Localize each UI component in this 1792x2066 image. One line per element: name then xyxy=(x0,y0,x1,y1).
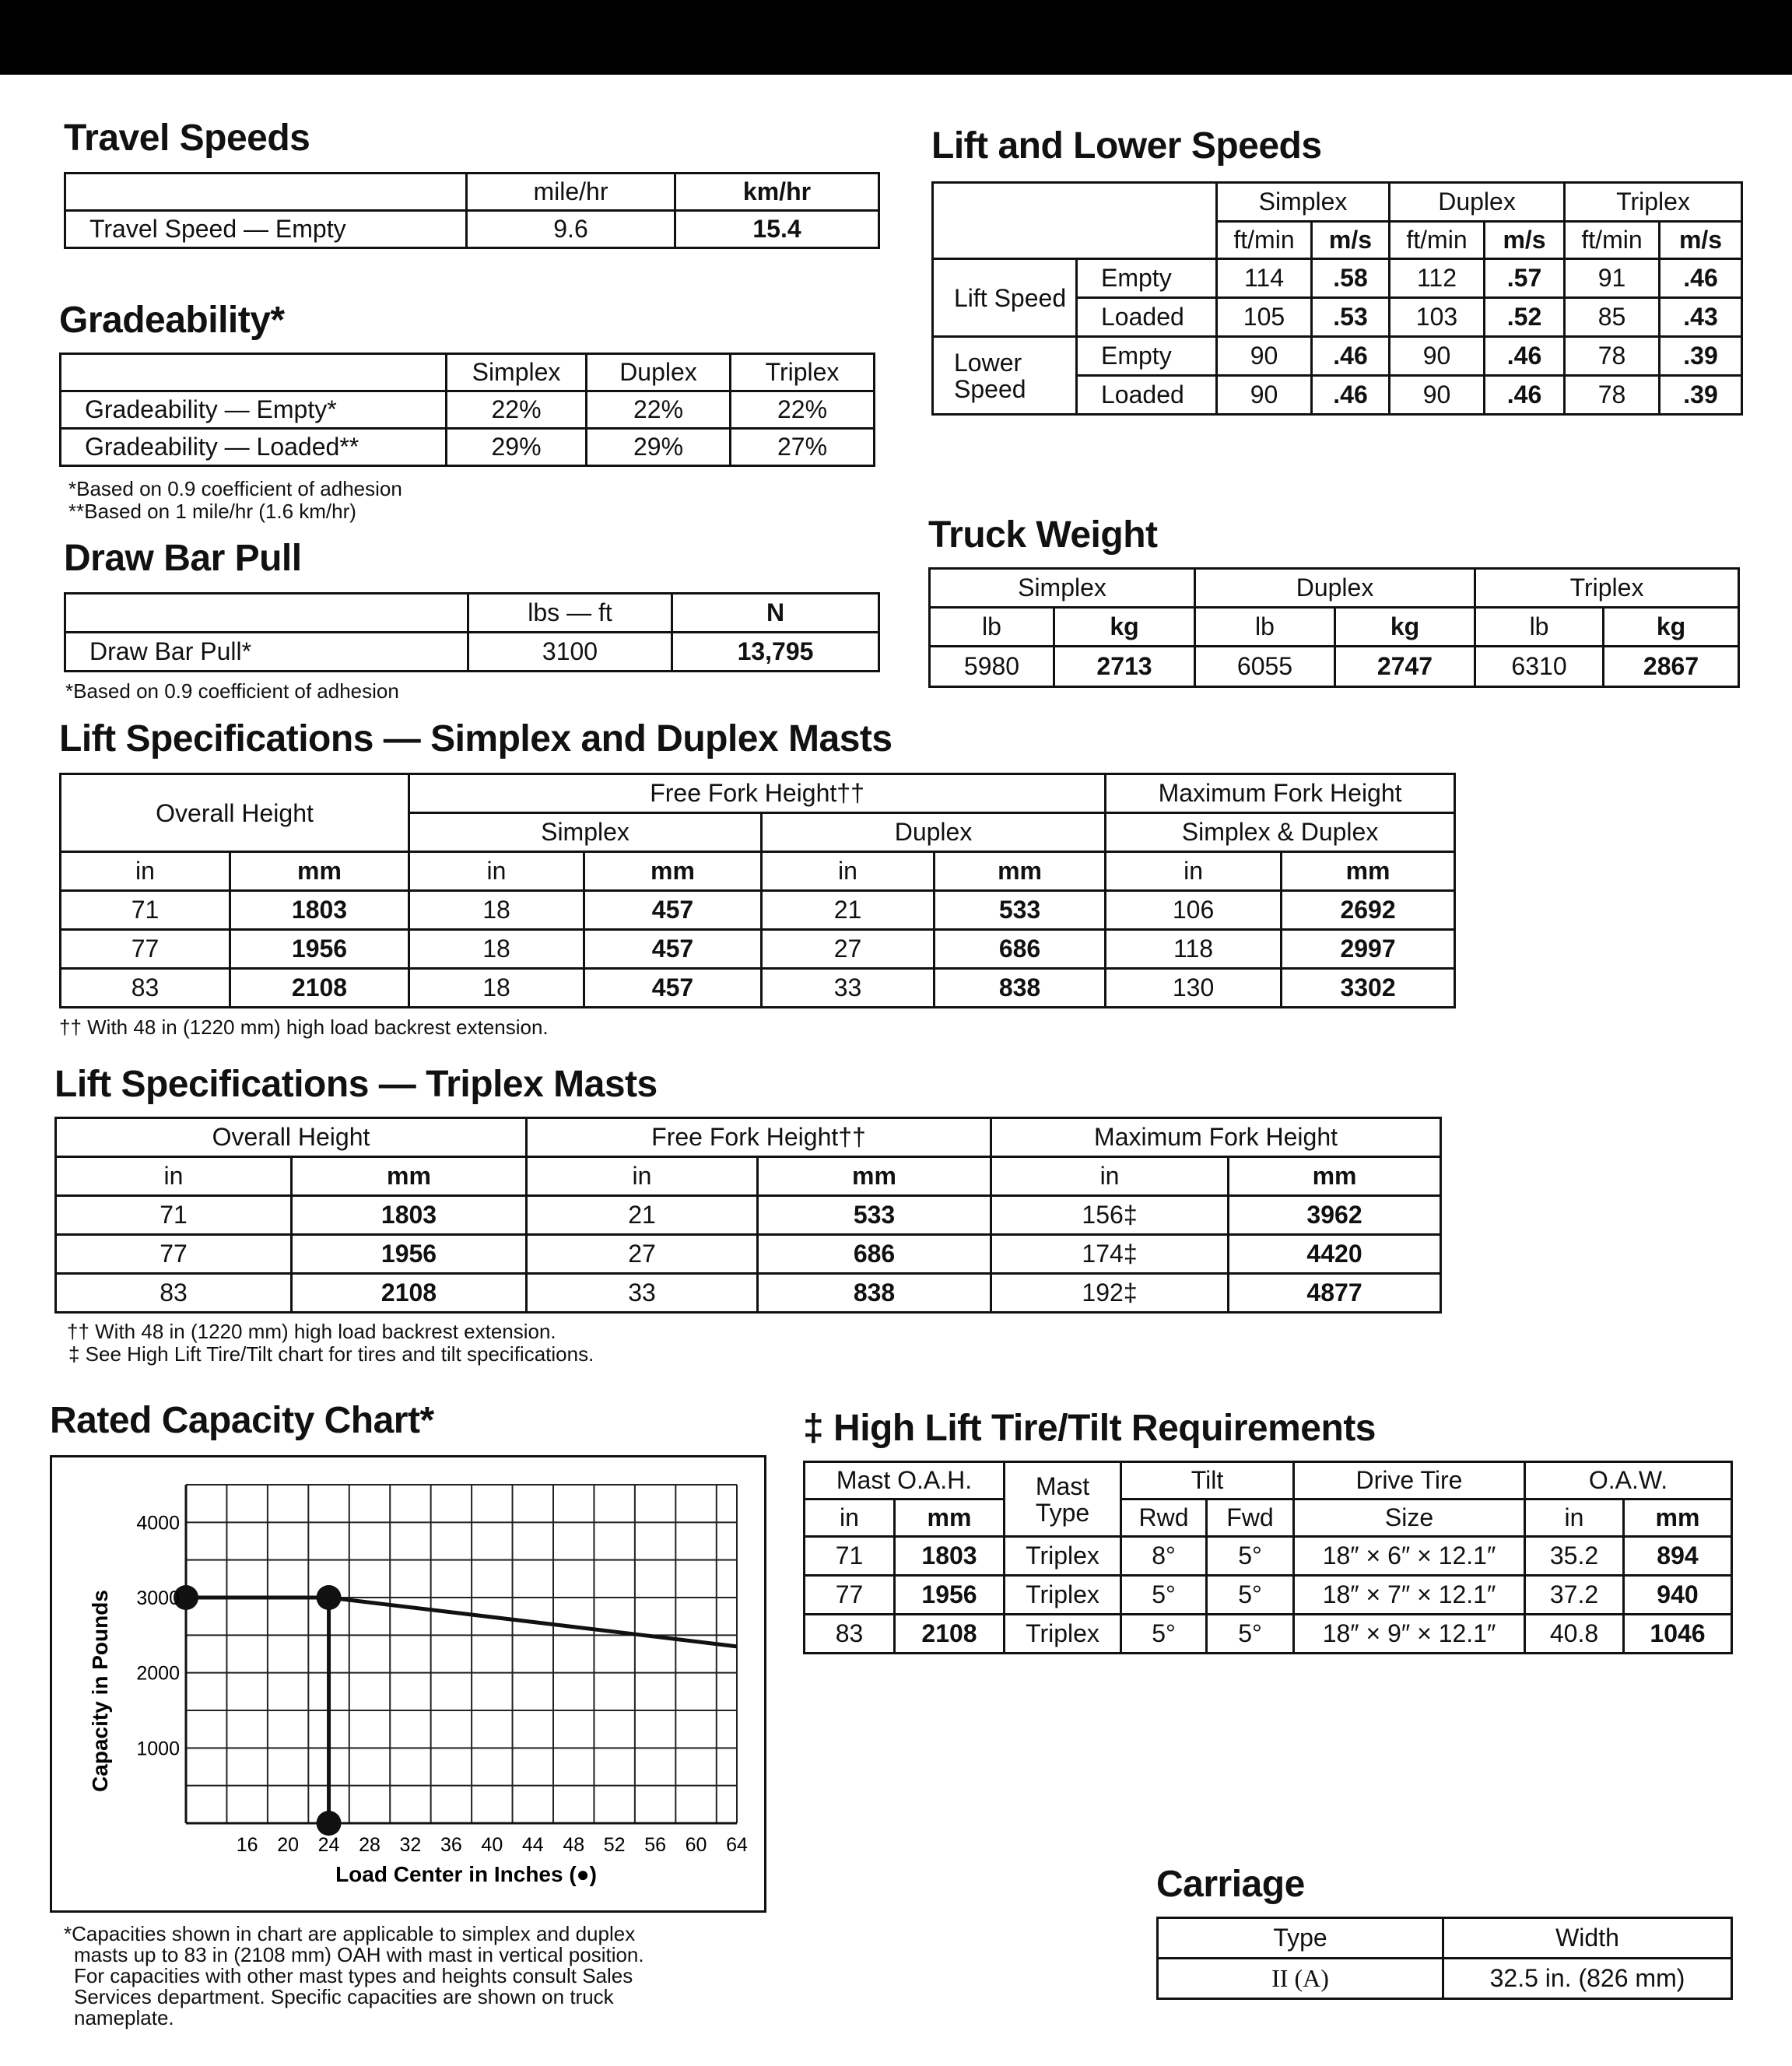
table-cell: 18 xyxy=(409,969,584,1008)
table-row xyxy=(56,1196,1441,1235)
header-oaw: O.A.W. xyxy=(1525,1462,1732,1500)
header-mast-oah: Mast O.A.H. xyxy=(805,1462,1005,1500)
table-cell: Triplex xyxy=(1005,1576,1121,1615)
x-tick-label: 40 xyxy=(481,1834,503,1856)
table-cell: 83 xyxy=(56,1274,292,1313)
table-cell: 174‡ xyxy=(991,1235,1229,1274)
table-cell: 18 xyxy=(409,891,584,930)
table-cell: 838 xyxy=(758,1274,991,1313)
table-cell: 5° xyxy=(1121,1615,1207,1654)
truck-weight-section xyxy=(928,514,1740,688)
table-cell: 130 xyxy=(1106,969,1282,1008)
unit-header: in xyxy=(1525,1500,1624,1537)
table-cell: 9.6 xyxy=(467,211,675,248)
x-tick-label: 20 xyxy=(277,1834,300,1856)
table-cell: .43 xyxy=(1660,298,1742,337)
travel-speeds-title: Travel Speeds xyxy=(64,118,310,159)
row-label: Gradeability — Loaded** xyxy=(61,429,447,466)
high-lift-title: ‡ High Lift Tire/Tilt Requirements xyxy=(803,1408,1376,1449)
table-row xyxy=(61,891,1455,930)
chart-grid xyxy=(186,1485,737,1823)
carriage-title: Carriage xyxy=(1156,1864,1305,1905)
table-cell: 35.2 xyxy=(1525,1537,1624,1576)
table-cell: 4420 xyxy=(1229,1235,1441,1274)
table-cell: .46 xyxy=(1485,337,1565,376)
table-cell: 5° xyxy=(1207,1537,1294,1576)
row-group-label: Lift Speed xyxy=(933,259,1077,337)
table-cell: 457 xyxy=(584,891,762,930)
table-cell: 18″ × 6″ × 12.1″ xyxy=(1294,1537,1525,1576)
table-cell: .53 xyxy=(1312,298,1390,337)
table-cell: 1956 xyxy=(230,930,409,969)
header-cell xyxy=(65,594,468,633)
header-cell: mile/hr xyxy=(467,174,675,211)
footnote: *Based on 0.9 coefficient of adhesion xyxy=(65,679,399,703)
rated-capacity-svg xyxy=(52,1457,764,1910)
high-lift-table xyxy=(803,1461,1733,1654)
table-cell: 22% xyxy=(447,391,587,429)
carriage-table xyxy=(1156,1917,1733,2000)
gradeability-section xyxy=(59,299,875,467)
header-drive-tire: Drive Tire xyxy=(1294,1462,1525,1500)
header-cell: km/hr xyxy=(675,174,879,211)
x-tick-label: 36 xyxy=(440,1834,462,1856)
truck-weight-title: Truck Weight xyxy=(928,514,1158,556)
footnote-line: nameplate. xyxy=(74,2006,174,2029)
unit-header: mm xyxy=(230,852,409,891)
header-cell: Triplex xyxy=(731,354,875,391)
lift-sd-table xyxy=(59,773,1456,1008)
table-cell: .46 xyxy=(1312,337,1390,376)
x-tick-label: 16 xyxy=(236,1834,258,1856)
header-cell: N xyxy=(672,594,879,633)
y-axis-label: Capacity in Pounds xyxy=(88,1590,112,1792)
lift-tri-notes xyxy=(67,1321,594,1366)
x-tick-label: 52 xyxy=(603,1834,626,1856)
table-cell: 2108 xyxy=(895,1615,1005,1654)
header-free-fork: Free Fork Height†† xyxy=(409,774,1106,813)
table-cell: 112 xyxy=(1390,259,1485,298)
rated-capacity-section xyxy=(50,1399,434,1442)
table-cell: 5° xyxy=(1207,1615,1294,1654)
x-tick-label: 32 xyxy=(399,1834,422,1856)
group-header: Simplex xyxy=(930,569,1195,608)
gradeability-title: Gradeability* xyxy=(59,300,285,341)
y-tick-label: 3000 xyxy=(136,1587,180,1609)
table-cell: .39 xyxy=(1660,376,1742,415)
group-header: Triplex xyxy=(1475,569,1739,608)
table-cell: 71 xyxy=(56,1196,292,1235)
top-black-bar xyxy=(0,0,1792,75)
unit-header: in xyxy=(1106,852,1282,891)
footnote-line: Services department. Specific capacities are shown on truck xyxy=(74,1985,614,2008)
x-tick-label: 64 xyxy=(726,1834,748,1856)
lift-tri-title: Lift Specifications — Triplex Masts xyxy=(54,1064,658,1105)
row-label: Loaded xyxy=(1077,376,1217,415)
x-tick-label: 56 xyxy=(644,1834,667,1856)
table-cell: Triplex xyxy=(1005,1537,1121,1576)
table-cell: 533 xyxy=(758,1196,991,1235)
table-cell: 40.8 xyxy=(1525,1615,1624,1654)
table-cell: 2867 xyxy=(1604,647,1739,687)
unit-header: in xyxy=(527,1157,758,1196)
table-cell: 22% xyxy=(731,391,875,429)
table-cell: 4877 xyxy=(1229,1274,1441,1313)
footnote-line: For capacities with other mast types and heights consult Sales xyxy=(74,1964,633,1987)
table-cell: 29% xyxy=(587,429,731,466)
group-header: Duplex xyxy=(1390,183,1565,222)
table-cell: 18″ × 9″ × 12.1″ xyxy=(1294,1615,1525,1654)
lift-lower-section xyxy=(931,125,1743,416)
unit-header: Size xyxy=(1294,1500,1525,1537)
table-cell: 71 xyxy=(805,1537,895,1576)
unit-header: lb xyxy=(1195,608,1335,647)
table-cell: 33 xyxy=(527,1274,758,1313)
header-cell: Type xyxy=(1158,1918,1443,1959)
unit-header: in xyxy=(56,1157,292,1196)
chart-ticks xyxy=(136,1512,748,1856)
unit-header: m/s xyxy=(1660,222,1742,259)
table-cell: 2108 xyxy=(230,969,409,1008)
header-cell xyxy=(65,174,467,211)
unit-header: Rwd xyxy=(1121,1500,1207,1537)
header-mast-type: Mast Type xyxy=(1005,1462,1121,1537)
unit-header: ft/min xyxy=(1390,222,1485,259)
header-overall-height: Overall Height xyxy=(61,774,409,852)
lift-lower-title: Lift and Lower Speeds xyxy=(931,125,1322,167)
draw-bar-pull-title: Draw Bar Pull xyxy=(64,538,302,579)
unit-header: kg xyxy=(1335,608,1475,647)
unit-header: in xyxy=(61,852,230,891)
table-cell: 940 xyxy=(1624,1576,1732,1615)
table-cell: 1956 xyxy=(895,1576,1005,1615)
table-row xyxy=(805,1576,1732,1615)
table-cell: 33 xyxy=(762,969,935,1008)
table-cell: 71 xyxy=(61,891,230,930)
table-cell: 106 xyxy=(1106,891,1282,930)
table-row xyxy=(56,1274,1441,1313)
table-cell: 27% xyxy=(731,429,875,466)
table-cell: 686 xyxy=(758,1235,991,1274)
table-cell: 77 xyxy=(61,930,230,969)
table-row xyxy=(61,969,1455,1008)
unit-header: in xyxy=(409,852,584,891)
row-group-label: Lower Speed xyxy=(933,337,1077,415)
capacity-series-line xyxy=(186,1598,737,1647)
table-cell: 27 xyxy=(527,1235,758,1274)
footnote: †† With 48 in (1220 mm) high load backrest extension. xyxy=(59,1015,549,1039)
footnote-line: masts up to 83 in (2108 mm) OAH with mast in vertical position. xyxy=(74,1943,644,1966)
table-cell: 156‡ xyxy=(991,1196,1229,1235)
row-label: Gradeability — Empty* xyxy=(61,391,447,429)
table-cell: 13,795 xyxy=(672,633,879,672)
unit-header: mm xyxy=(1624,1500,1732,1537)
header-duplex: Duplex xyxy=(762,813,1106,852)
table-cell: .58 xyxy=(1312,259,1390,298)
x-tick-label: 48 xyxy=(563,1834,585,1856)
table-cell: 77 xyxy=(805,1576,895,1615)
group-header: Triplex xyxy=(1565,183,1742,222)
table-cell: 2713 xyxy=(1054,647,1195,687)
header-simplex-duplex: Simplex & Duplex xyxy=(1106,813,1455,852)
y-tick-label: 4000 xyxy=(136,1512,180,1535)
table-cell: 83 xyxy=(805,1615,895,1654)
table-cell: 29% xyxy=(447,429,587,466)
table-cell: 18″ × 7″ × 12.1″ xyxy=(1294,1576,1525,1615)
y-tick-label: 1000 xyxy=(136,1738,180,1760)
lift-sd-note xyxy=(59,1016,549,1039)
x-tick-label: 28 xyxy=(359,1834,380,1856)
table-cell: 91 xyxy=(1565,259,1660,298)
truck-weight-table xyxy=(928,567,1740,688)
rated-capacity-chart xyxy=(50,1455,766,1913)
table-cell: 103 xyxy=(1390,298,1485,337)
unit-header: in xyxy=(762,852,935,891)
header-overall-height: Overall Height xyxy=(56,1118,527,1157)
table-cell: 192‡ xyxy=(991,1274,1229,1313)
unit-header: lb xyxy=(1475,608,1604,647)
table-cell: 1956 xyxy=(292,1235,527,1274)
table-row xyxy=(56,1235,1441,1274)
table-cell: 15.4 xyxy=(675,211,879,248)
table-cell: 5980 xyxy=(930,647,1054,687)
table-cell: 90 xyxy=(1390,376,1485,415)
table-cell: 78 xyxy=(1565,337,1660,376)
row-label: Draw Bar Pull* xyxy=(65,633,468,672)
draw-bar-pull-section xyxy=(64,537,880,672)
table-cell: 105 xyxy=(1217,298,1312,337)
unit-header: lb xyxy=(930,608,1054,647)
unit-header: m/s xyxy=(1485,222,1565,259)
unit-header: in xyxy=(991,1157,1229,1196)
table-cell: 5° xyxy=(1121,1576,1207,1615)
lift-tri-table xyxy=(54,1117,1442,1314)
table-cell: 114 xyxy=(1217,259,1312,298)
table-cell: 457 xyxy=(584,969,762,1008)
table-cell: 37.2 xyxy=(1525,1576,1624,1615)
data-point-marker xyxy=(317,1811,342,1836)
table-cell: 90 xyxy=(1390,337,1485,376)
unit-header: m/s xyxy=(1312,222,1390,259)
lift-sd-section xyxy=(59,717,1456,1008)
footnote: ‡ See High Lift Tire/Tilt chart for tires and tilt specifications. xyxy=(68,1342,594,1366)
table-cell: 1803 xyxy=(230,891,409,930)
table-cell: 686 xyxy=(935,930,1106,969)
unit-header: mm xyxy=(292,1157,527,1196)
table-cell: 18 xyxy=(409,930,584,969)
table-cell: 77 xyxy=(56,1235,292,1274)
row-label: Loaded xyxy=(1077,298,1217,337)
table-cell: 6055 xyxy=(1195,647,1335,687)
x-tick-label: 24 xyxy=(317,1834,340,1856)
table-cell: 90 xyxy=(1217,337,1312,376)
unit-header: mm xyxy=(1282,852,1455,891)
unit-header: ft/min xyxy=(1565,222,1660,259)
table-cell: .46 xyxy=(1660,259,1742,298)
table-cell: 90 xyxy=(1217,376,1312,415)
row-label: Empty xyxy=(1077,337,1217,376)
gradeability-notes xyxy=(68,478,402,523)
table-cell: 5° xyxy=(1207,1576,1294,1615)
gradeability-table xyxy=(59,353,875,467)
y-tick-label: 2000 xyxy=(136,1662,180,1685)
table-cell: 1046 xyxy=(1624,1615,1732,1654)
header-cell xyxy=(61,354,447,391)
high-lift-section xyxy=(803,1407,1733,1654)
header-cell: Width xyxy=(1443,1918,1732,1959)
unit-header: mm xyxy=(1229,1157,1441,1196)
header-free-fork: Free Fork Height†† xyxy=(527,1118,991,1157)
footnote: **Based on 1 mile/hr (1.6 km/hr) xyxy=(68,500,356,523)
travel-speeds-section xyxy=(64,117,880,249)
table-cell: 83 xyxy=(61,969,230,1008)
table-cell: .46 xyxy=(1312,376,1390,415)
table-cell: 3100 xyxy=(468,633,672,672)
data-point-marker xyxy=(317,1585,342,1610)
unit-header: kg xyxy=(1604,608,1739,647)
table-cell: 21 xyxy=(527,1196,758,1235)
group-header: Duplex xyxy=(1195,569,1475,608)
blank-cell xyxy=(933,183,1217,259)
table-cell: .52 xyxy=(1485,298,1565,337)
table-cell: 21 xyxy=(762,891,935,930)
header-cell: Duplex xyxy=(587,354,731,391)
unit-header: mm xyxy=(895,1500,1005,1537)
table-cell: 1803 xyxy=(895,1537,1005,1576)
table-cell: 533 xyxy=(935,891,1106,930)
table-cell: 78 xyxy=(1565,376,1660,415)
draw-bar-pull-note xyxy=(65,680,399,703)
x-tick-label: 60 xyxy=(685,1834,707,1856)
table-cell: 2692 xyxy=(1282,891,1455,930)
footnote: †† With 48 in (1220 mm) high load backrest extension. xyxy=(67,1320,556,1343)
table-cell: 3302 xyxy=(1282,969,1455,1008)
rated-capacity-title: Rated Capacity Chart* xyxy=(50,1400,434,1441)
draw-bar-pull-table xyxy=(64,592,880,672)
unit-header: in xyxy=(805,1500,895,1537)
unit-header: mm xyxy=(584,852,762,891)
table-cell: 118 xyxy=(1106,930,1282,969)
table-cell: 2108 xyxy=(292,1274,527,1313)
header-cell: Simplex xyxy=(447,354,587,391)
unit-header: mm xyxy=(758,1157,991,1196)
table-row xyxy=(61,930,1455,969)
table-cell: 8° xyxy=(1121,1537,1207,1576)
table-cell: 894 xyxy=(1624,1537,1732,1576)
header-cell: lbs — ft xyxy=(468,594,672,633)
table-cell: 838 xyxy=(935,969,1106,1008)
table-cell: 32.5 in. (826 mm) xyxy=(1443,1959,1732,1999)
table-cell: 6310 xyxy=(1475,647,1604,687)
table-cell: 22% xyxy=(587,391,731,429)
unit-header: kg xyxy=(1054,608,1195,647)
group-header: Simplex xyxy=(1217,183,1390,222)
footnote: *Based on 0.9 coefficient of adhesion xyxy=(68,477,402,500)
footnote-line: *Capacities shown in chart are applicable to simplex and duplex xyxy=(64,1922,636,1945)
table-cell: 457 xyxy=(584,930,762,969)
unit-header: Fwd xyxy=(1207,1500,1294,1537)
rated-capacity-note xyxy=(64,1924,644,2029)
unit-header: ft/min xyxy=(1217,222,1312,259)
travel-speeds-table xyxy=(64,172,880,249)
header-max-fork: Maximum Fork Height xyxy=(1106,774,1455,813)
unit-header: mm xyxy=(935,852,1106,891)
x-axis-label: Load Center in Inches (●) xyxy=(335,1862,597,1886)
table-cell: .46 xyxy=(1485,376,1565,415)
table-cell: .57 xyxy=(1485,259,1565,298)
lift-sd-title: Lift Specifications — Simplex and Duplex Masts xyxy=(59,718,892,759)
x-tick-label: 44 xyxy=(521,1834,544,1856)
header-tilt: Tilt xyxy=(1121,1462,1294,1500)
table-cell: 2997 xyxy=(1282,930,1455,969)
table-cell: 2747 xyxy=(1335,647,1475,687)
table-cell: 85 xyxy=(1565,298,1660,337)
table-cell: Triplex xyxy=(1005,1615,1121,1654)
table-row xyxy=(805,1615,1732,1654)
header-max-fork: Maximum Fork Height xyxy=(991,1118,1441,1157)
lift-tri-section xyxy=(54,1063,1442,1314)
row-label: Travel Speed — Empty xyxy=(65,211,467,248)
table-cell: .39 xyxy=(1660,337,1742,376)
row-label: Empty xyxy=(1077,259,1217,298)
table-cell: 3962 xyxy=(1229,1196,1441,1235)
header-simplex: Simplex xyxy=(409,813,762,852)
lift-lower-table xyxy=(931,181,1743,416)
table-cell: II (A) xyxy=(1158,1959,1443,1999)
table-row xyxy=(805,1537,1732,1576)
table-cell: 1803 xyxy=(292,1196,527,1235)
carriage-section xyxy=(1156,1863,1733,2000)
table-cell: 27 xyxy=(762,930,935,969)
